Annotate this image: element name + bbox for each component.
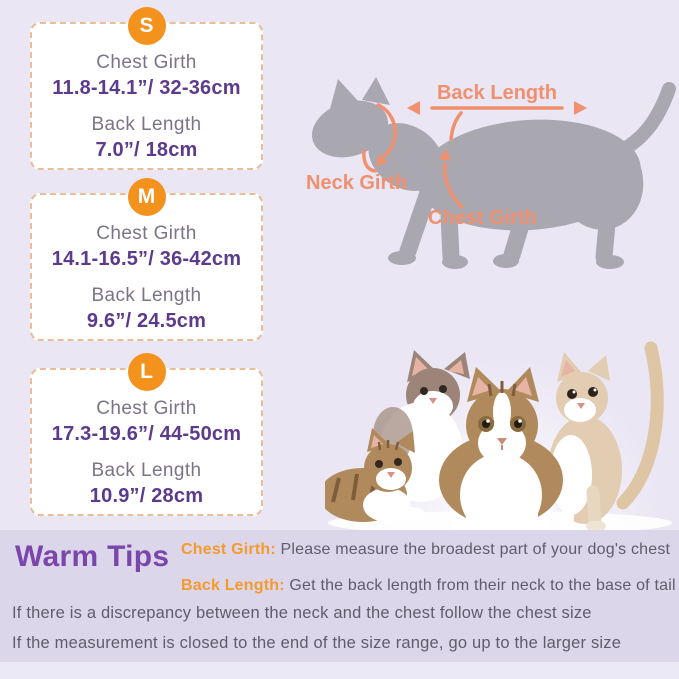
back-length-label: Back Length bbox=[91, 460, 202, 481]
back-length-value-m: 9.6”/ 24.5cm bbox=[86, 310, 207, 332]
size-badge-s: S bbox=[128, 7, 166, 45]
back-length-annotation: Back Length bbox=[436, 82, 558, 104]
note-discrepancy: If there is a discrepancy between the neck and the chest follow the chest size bbox=[12, 604, 592, 622]
chest-girth-label: Chest Girth bbox=[96, 52, 197, 73]
kittens-illustration bbox=[325, 340, 679, 532]
tip-chest-girth bbox=[181, 541, 670, 559]
warm-tips-heading: Warm Tips bbox=[15, 540, 170, 573]
tip-back-length bbox=[181, 577, 676, 595]
tip-chest-girth-label: Chest Girth: bbox=[181, 541, 276, 558]
back-length-value-s: 7.0”/ 18cm bbox=[95, 139, 198, 161]
kitten-tabby-small bbox=[325, 428, 425, 522]
chest-girth-value-m: 14.1-16.5”/ 36-42cm bbox=[51, 248, 242, 270]
size-card-s bbox=[30, 14, 263, 170]
arrowhead-left bbox=[407, 101, 420, 115]
tip-chest-girth-text: Please measure the broadest part of your dog's chest bbox=[280, 541, 671, 558]
back-length-label: Back Length bbox=[91, 285, 202, 306]
chest-girth-label: Chest Girth bbox=[96, 398, 197, 419]
size-badge-m: M bbox=[128, 178, 166, 216]
back-length-label: Back Length bbox=[91, 114, 202, 135]
tip-back-length-text: Get the back length from their neck to the base of tail bbox=[289, 577, 676, 594]
bottom-band bbox=[0, 662, 679, 679]
cat-silhouette-diagram bbox=[304, 75, 679, 275]
kitten-cream bbox=[548, 348, 657, 532]
chest-girth-value-s: 11.8-14.1”/ 32-36cm bbox=[52, 77, 241, 99]
size-card-m bbox=[30, 185, 263, 341]
size-card-l bbox=[30, 360, 263, 516]
kittens-photo bbox=[325, 340, 679, 532]
note-size-range: If the measurement is closed to the end of the size range, go up to the larger size bbox=[12, 634, 622, 652]
chest-girth-value-l: 17.3-19.6”/ 44-50cm bbox=[51, 423, 242, 445]
neck-girth-annotation: Neck Girth bbox=[306, 172, 408, 194]
chest-girth-label: Chest Girth bbox=[96, 223, 197, 244]
arrowhead-right bbox=[574, 101, 587, 115]
warm-tips-section bbox=[0, 530, 679, 662]
chest-girth-annotation: Chest Girth bbox=[428, 207, 537, 229]
tip-back-length-label: Back Length: bbox=[181, 577, 285, 594]
back-length-value-l: 10.9”/ 28cm bbox=[89, 485, 204, 507]
measurement-diagram bbox=[304, 75, 679, 275]
size-badge-l: L bbox=[128, 353, 166, 391]
